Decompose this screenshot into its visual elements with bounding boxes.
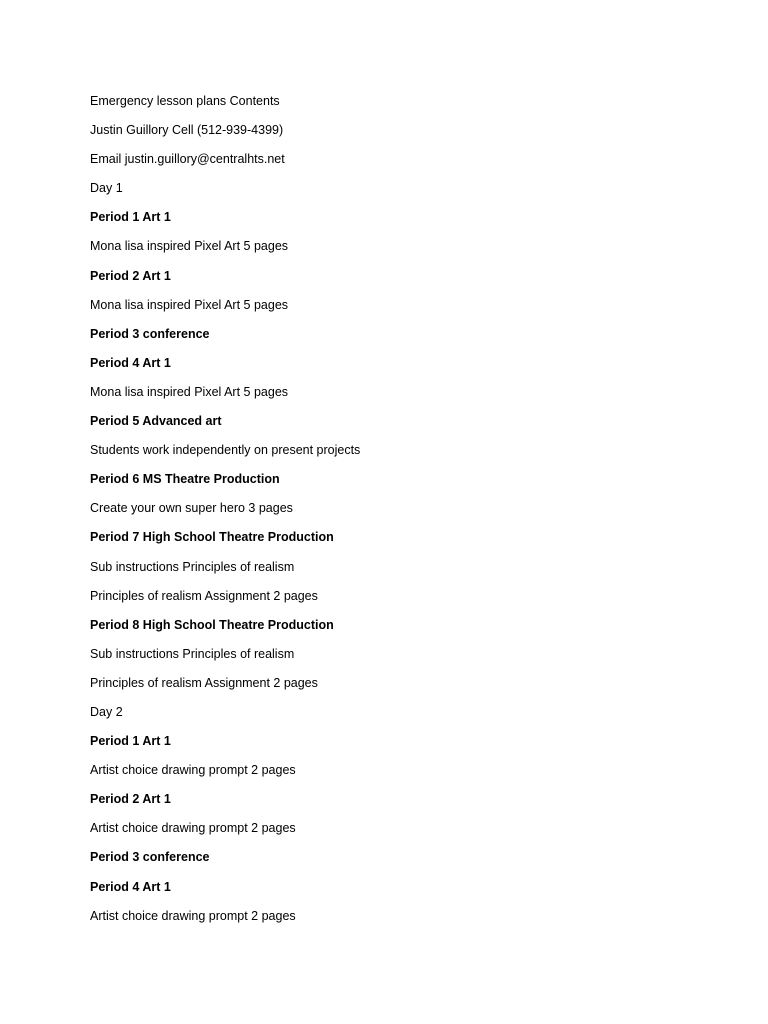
lesson-description: Sub instructions Principles of realism xyxy=(90,559,295,574)
period-heading: Period 2 Art 1 xyxy=(90,792,171,807)
period-heading: Period 4 Art 1 xyxy=(90,355,171,370)
contact-email: Email justin.guillory@centralhts.net xyxy=(90,152,285,167)
period-heading: Period 1 Art 1 xyxy=(90,210,171,225)
period-heading: Period 3 conference xyxy=(90,326,210,341)
lesson-description: Mona lisa inspired Pixel Art 5 pages xyxy=(90,239,289,254)
period-heading: Period 3 conference xyxy=(90,850,210,865)
lesson-description: Principles of realism Assignment 2 pages xyxy=(90,675,318,690)
lesson-description: Create your own super hero 3 pages xyxy=(90,501,293,516)
lesson-description: Mona lisa inspired Pixel Art 5 pages xyxy=(90,297,289,312)
lesson-description: Artist choice drawing prompt 2 pages xyxy=(90,908,296,923)
period-heading: Period 8 High School Theatre Production xyxy=(90,617,334,632)
period-heading: Period 2 Art 1 xyxy=(90,268,171,283)
lesson-description: Mona lisa inspired Pixel Art 5 pages xyxy=(90,384,289,399)
document-title: Emergency lesson plans Contents xyxy=(90,94,280,108)
day-heading: Day 2 xyxy=(90,704,123,719)
period-heading: Period 5 Advanced art xyxy=(90,414,222,429)
lesson-description: Students work independently on present projects xyxy=(90,443,361,458)
lesson-description: Artist choice drawing prompt 2 pages xyxy=(90,821,296,836)
period-heading: Period 4 Art 1 xyxy=(90,879,171,894)
document-page xyxy=(90,94,710,938)
period-heading: Period 1 Art 1 xyxy=(90,734,171,749)
lesson-description: Artist choice drawing prompt 2 pages xyxy=(90,763,296,778)
lesson-description: Principles of realism Assignment 2 pages xyxy=(90,588,318,603)
period-heading: Period 6 MS Theatre Production xyxy=(90,472,280,487)
lesson-description: Sub instructions Principles of realism xyxy=(90,646,295,661)
contact-phone: Justin Guillory Cell (512-939-4399) xyxy=(90,123,284,138)
day-heading: Day 1 xyxy=(90,181,123,196)
period-heading: Period 7 High School Theatre Production xyxy=(90,530,334,545)
